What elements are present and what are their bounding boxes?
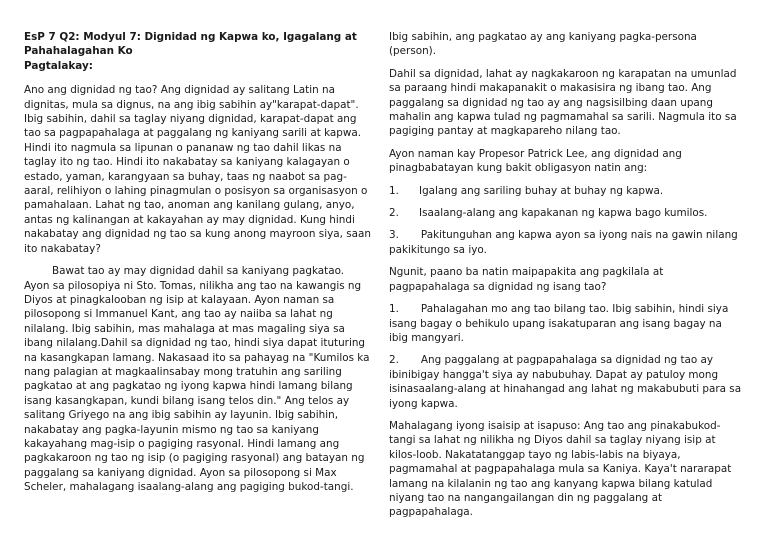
- list-item: [389, 353, 743, 411]
- list-item: [389, 184, 743, 198]
- list-number: 1.: [389, 303, 399, 316]
- list-text: Ang paggalang at pagpapahalaga sa dignidad ng tao ay ibinibigay hangga't siya ay nabubuhay. Dapat ay patuloy mong isinasaalang-alang at hinahangad ang lahat ng makabubuti para sa iyong kapwa.: [389, 354, 742, 410]
- body-paragraph: Ayon naman kay Propesor Patrick Lee, ang dignidad ang pinagbabatayan kung bakit obligasyon natin ang:: [389, 147, 682, 175]
- list-item: [389, 206, 743, 220]
- body-paragraph: Bawat tao ay may dignidad dahil sa kaniyang pagkatao. Ayon sa pilosopiya ni Sto. Tomas, nilikha ang tao na kawangis ng Diyos at pinagkalooban ng isip at kalayaan. Ayon naman sa pilosopong si Immanuel Kant, ang tao ay naiiba sa lahat ng nilalang. Ibig sabihin, mas mahalaga at mas magaling siya sa ibang nilalang.Dahil sa dignidad ng tao, hindi siya dapat ituturing na kasangkapan lamang. Nakasaad ito sa pahayag na "Kumilos ka nang palagian at magkaalinsabay mong tratuhin ang sariling pagkatao at ang pagkatao ng iyong kapwa hindi lamang bilang isang kasangkapan, kundi bilang isang telos din." Ang telos ay salitang Griyego na ang ibig sabihin ay layunin. Ibig sabihin, nakabatay ang pagka-layunin mismo ng tao sa kaniyang kakayahang mag-isip o pagiging rasyonal. Hindi lamang ang pagkakaroon ng tao ng isip (o pagiging rasyonal) ang batayan ng paggalang sa kaniyang dignidad. Ayon sa pilosopong si Max Scheler, mahalagang isaalang-alang ang pagiging bukod-tangi.: [24, 265, 370, 494]
- list-item: [389, 302, 743, 345]
- intro-paragraph: Ano ang dignidad ng tao? Ang dignidad ay salitang Latin na dignitas, mula sa dignus, na ang ibig sabihin ay"karapat-dapat". Ibig sabihin, dahil sa taglay niyang dignidad, karapat-dapat ang tao sa pagpapahalaga at paggalang ng kaniyang sarili at kapwa. Hindi ito nagmula sa lipunan o pananaw ng tao dahil likas na taglay ito ng tao. Hindi ito nakabatay sa kaniyang kalagayan o estado, yaman, karangyaan sa buhay, taas ng naabot sa pag-aaral, relihiyon o lahing pinagmulan o posisyon sa organisasyon o pamahalaan. Lahat ng tao, anoman ang kanilang gulang, anyo, antas ng kalinangan at kakayahan ay may dignidad. Kung hindi nakabatay ang dignidad ng tao sa kung anong mayroon siya, saan ito nakabatay?: [24, 84, 371, 255]
- list-text: Isaalang-alang ang kapakanan ng kapwa bago kumilos.: [419, 207, 708, 220]
- module-title: EsP 7 Q2: Modyul 7: Dignidad ng Kapwa ko, Igagalang at Pahahalagahan Ko: [24, 31, 357, 58]
- body-paragraph: Dahil sa dignidad, lahat ay nagkakaroon ng karapatan na umunlad sa paraang hindi makapanakit o makasisira ng ibang tao. Ang paggalang sa dignidad ng tao ay ang nagsisilbing daan upang mahalin ang kapwa tulad ng pagmamahal sa sarili. Nagmula ito sa pagiging pantay at magkapareho nilang tao.: [389, 67, 737, 138]
- list-number: 1.: [389, 184, 399, 197]
- closing-paragraph: Mahalagang iyong isaisip at isapuso: Ang tao ang pinakabukod-tangi sa lahat ng nilikha ng Diyos dahil sa taglay niyang isip at kilos-loob. Nakatatanggap tayo ng labis-labis na biyaya, pagmamahal at pagpapahalaga mula sa Kaniya. Kaya't nararapat lamang na kilalanin ng tao ang kanyang kapwa bilang katulad niyang tao na nangangailangan din ng paggalang at pagpapahalaga.: [389, 419, 732, 519]
- list-number: 2.: [389, 354, 399, 367]
- body-paragraph: Ngunit, paano ba natin maipapakita ang pagkilala at pagpapahalaga sa dignidad ng isang tao?: [389, 266, 664, 293]
- list-number: 2.: [389, 207, 399, 220]
- continuation-paragraph: Ibig sabihin, ang pagkatao ay ang kaniyang pagka-persona (person).: [389, 31, 697, 58]
- list-item: [389, 228, 743, 257]
- list-number: 3.: [389, 229, 399, 242]
- list-text: Igalang ang sariling buhay at buhay ng kapwa.: [419, 184, 664, 197]
- list-text: Pahalagahan mo ang tao bilang tao. Ibig sabihin, hindi siya isang bagay o behikulo upang isakatuparan ang isang bagay na ibig mangyari.: [389, 303, 729, 344]
- section-heading: Pagtalakay:: [24, 59, 93, 72]
- right-column: [389, 30, 743, 528]
- obligations-list: [389, 184, 743, 258]
- ways-list: [389, 302, 743, 411]
- list-text: Pakitunguhan ang kapwa ayon sa iyong nais na gawin nilang pakikitungo sa iyo.: [389, 229, 738, 256]
- left-column: [24, 30, 372, 503]
